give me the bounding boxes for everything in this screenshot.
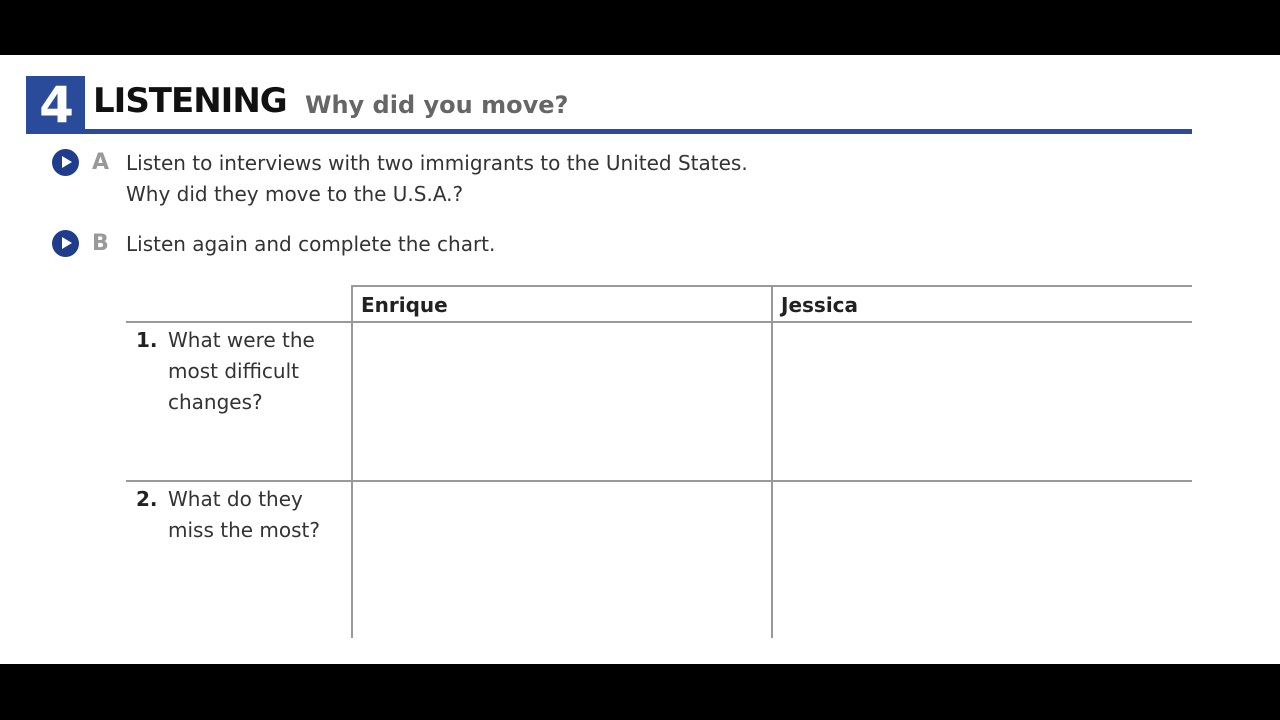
answer-cell-enrique-1[interactable] (355, 325, 767, 477)
table-rule (126, 321, 1192, 323)
column-header-enrique: Enrique (361, 293, 448, 317)
question-line: most difficult (168, 359, 299, 383)
table-divider (771, 285, 773, 638)
question-line: changes? (168, 390, 263, 414)
question-2 (136, 484, 320, 546)
question-number: 1. (136, 328, 158, 352)
worksheet-page (0, 55, 1280, 664)
question-line: What were the (168, 328, 315, 352)
answer-cell-jessica-1[interactable] (775, 325, 1187, 477)
answer-cell-enrique-2[interactable] (355, 484, 767, 636)
question-line: What do they (168, 487, 303, 511)
section-number: 4 (26, 76, 85, 134)
instruction-b: Listen again and complete the chart. (126, 232, 496, 256)
table-rule (126, 480, 1192, 482)
question-line: miss the most? (168, 518, 321, 542)
instruction-line: Listen to interviews with two immigrants to the United States. (126, 151, 748, 175)
answer-cell-jessica-2[interactable] (775, 484, 1187, 636)
table-divider (351, 285, 353, 638)
column-header-jessica: Jessica (781, 293, 859, 317)
section-title: LISTENING (93, 81, 287, 121)
play-audio-icon[interactable] (52, 149, 79, 176)
instruction-letter: A (92, 150, 110, 175)
instruction-a (126, 148, 748, 210)
header-rule (85, 129, 1192, 134)
instruction-line: Why did they move to the U.S.A.? (126, 182, 464, 206)
play-audio-icon[interactable] (52, 230, 79, 257)
question-1 (136, 325, 315, 418)
section-subtitle: Why did you move? (305, 91, 569, 119)
question-number: 2. (136, 487, 158, 511)
instruction-letter: B (92, 231, 109, 256)
